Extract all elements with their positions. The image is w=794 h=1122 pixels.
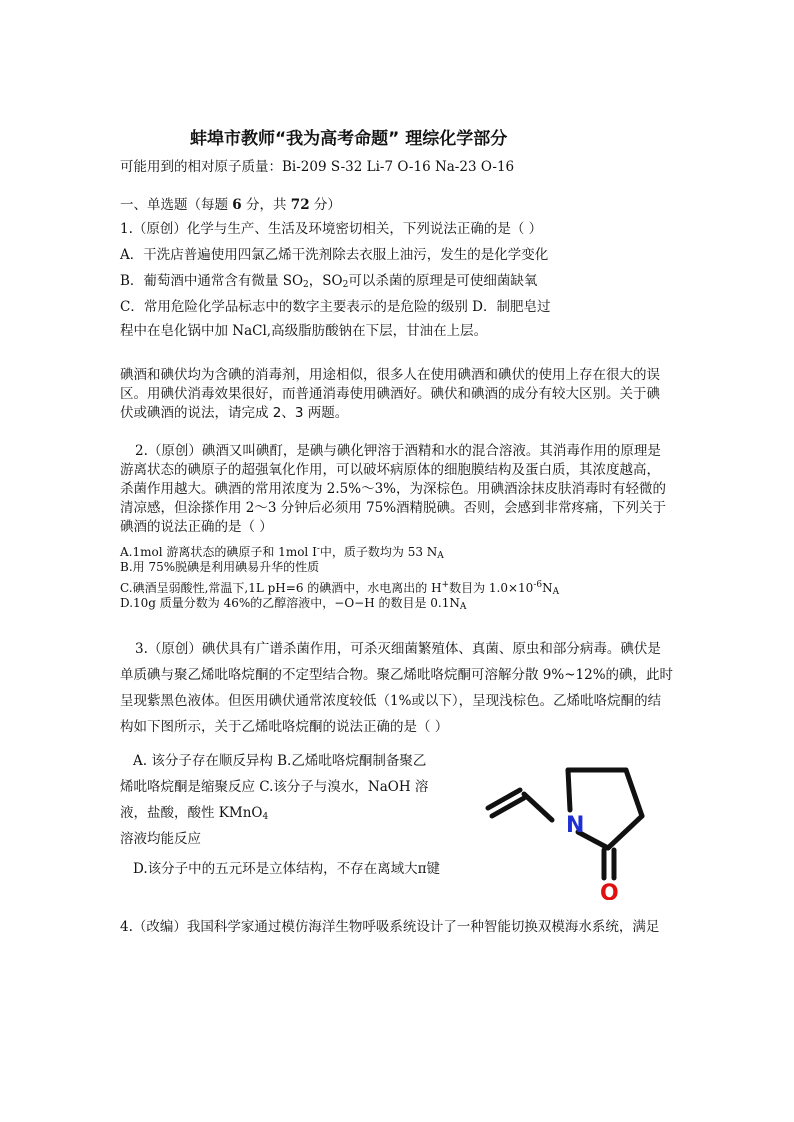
q2-line-5: 碘酒的说法正确的是（ ） — [120, 519, 273, 535]
ring-bond-c4-c3 — [626, 770, 642, 816]
q1-stem: 1.（原创）化学与生产、生活及环境密切相关，下列说法正确的是（ ） — [120, 221, 543, 237]
vinylpyrrolidone-structure — [480, 740, 680, 900]
q1-option-c: C．常用危险化学品标志中的数字主要表示的是危险的级别 D．制肥皂过 — [120, 299, 551, 315]
q3-option-3: 液，盐酸，酸性 KMnO$_4$ — [120, 805, 269, 822]
vinyl-bond-2 — [524, 794, 552, 820]
q2-line-1: 2.（原创）碘酒又叫碘酊，是碘与碘化钾溶于酒精和水的混合溶液。其消毒作用的原理是 — [135, 443, 661, 459]
section-heading: 一、单选题（每题 6 分，共 72 分） — [120, 197, 341, 213]
intro-line-3: 伏或碘酒的说法，请完成 2、3 两题。 — [120, 405, 349, 421]
q3-line-4: 构如下图所示，关于乙烯吡咯烷酮的说法正确的是（ ） — [120, 719, 449, 735]
q3-option-2: 烯吡咯烷酮是缩聚反应 C.该分子与溴水，NaOH 溶 — [120, 779, 429, 795]
q4-line-1: 4.（改编）我国科学家通过模仿海洋生物呼吸系统设计了一种智能切换双模海水系统，满足 — [120, 919, 660, 935]
q3-option-4: 溶液均能反应 — [120, 831, 201, 847]
atomic-masses: 可能用到的相对原子质量：Bi-209 S-32 Li-7 O-16 Na-23 O-16 — [120, 159, 515, 175]
q3-option-5: D.该分子中的五元环是立体结构，不存在离域大π键 — [133, 861, 441, 877]
q2-option-c: C.碘酒呈弱酸性,常温下,1L pH=6 的碘酒中，水电离出的 H+数目为 $1.0\times 10^{-6}N_A$ — [120, 580, 560, 597]
nitrogen-label: N — [566, 813, 585, 838]
page-title: 蚌埠市教师“我为高考命题” 理综化学部分 — [190, 129, 508, 149]
intro-line-2: 区。用碘伏消毒效果很好，而普通消毒使用碘酒好。碘伏和碘酒的成分有较大区别。关于碘 — [120, 386, 660, 402]
q1-option-b: B．葡萄酒中通常含有微量 $SO_2$，$SO_2$可以杀菌的原理是可使细菌缺氧 — [120, 273, 538, 290]
intro-line-1: 碘酒和碘伏均为含碘的消毒剂，用途相似，很多人在使用碘酒和碘伏的使用上存在很大的误 — [120, 367, 660, 383]
q1-option-a: A．干洗店普遍使用四氯乙烯干洗剂除去衣服上油污，发生的是化学变化 — [120, 247, 549, 263]
q3-line-2: 单质碘与聚乙烯吡咯烷酮的不定型结合物。聚乙烯吡咯烷酮可溶解分散 9%~12%的碘，此时 — [120, 667, 674, 683]
q2-line-4: 清凉感，但涂搽作用 2～3 分钟后必须用 75%酒精脱碘。否则，会感到非常疼痛，下列关于 — [120, 500, 667, 516]
q2-line-2: 游离状态的碘原子的超强氧化作用，可以破坏病原体的细胞膜结构及蛋白质，其浓度越高， — [120, 462, 660, 478]
q1-option-d-cont: 程中在皂化锅中加 NaCl,高级脂肪酸钠在下层，甘油在上层。 — [120, 323, 488, 339]
q2-option-a: A.1mol 游离状态的碘原子和 1mol I-中，质子数均为 53 $N_A$ — [120, 544, 444, 561]
q2-line-3: 杀菌作用越大。碘酒的常用浓度为 2.5%～3%，为深棕色。用碘酒涂抹皮肤消毒时有轻微的 — [120, 481, 667, 497]
ring-bond-c3-c2 — [608, 816, 642, 848]
q2-option-d: D.10g 质量分数为 46%的乙醇溶液中，−O−H 的数目是 $0.1N_A$ — [120, 596, 467, 612]
oxygen-label: O — [600, 881, 619, 900]
q3-line-3: 呈现紫黑色液体。但医用碘伏通常浓度较低（1%或以下），呈现浅棕色。乙烯吡咯烷酮的结 — [120, 693, 662, 709]
q3-option-1: A. 该分子存在顺反异构 B.乙烯吡咯烷酮制备聚乙 — [133, 753, 427, 769]
ring-bond-n-c5 — [568, 770, 570, 810]
q3-line-1: 3.（原创）碘伏具有广谱杀菌作用，可杀灭细菌繁殖体、真菌、原虫和部分病毒。碘伏是 — [135, 641, 661, 657]
q2-option-b: B.用 75%脱碘是利用碘易升华的性质 — [120, 560, 320, 574]
